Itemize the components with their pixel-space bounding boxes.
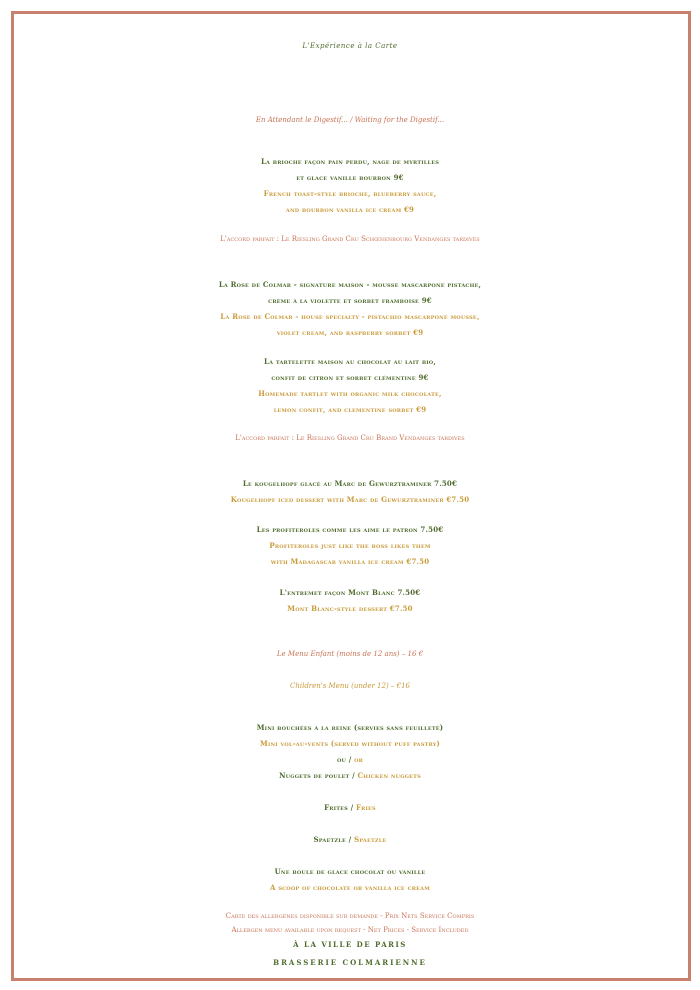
dessert-4-en: Kougelhopf iced dessert with Marc de Gewurztraminer €7.50 [230,495,470,504]
kids-fries-separator: / [347,803,356,812]
kids-nuggets-en: Chicken nuggets [357,771,421,780]
dessert-2-en-line-2: violet cream, and raspberry sorbet €9 [276,328,424,337]
kids-nuggets-fr: Nuggets de poulet [279,771,350,780]
kids-spaetzle-separator: / [345,835,355,844]
dessert-2-en-line-1: La Rose de Colmar - house specialty - pistachio mascarpone mousse, [220,312,480,321]
kids-fries-fr: Frites [324,803,348,812]
dessert-2-fr-line-2: crème à la violette et sorbet framboise 9€ [268,296,432,305]
kids-icecream-en: A scoop of chocolate or vanilla ice cream [270,883,430,892]
kids-or-en: or [354,755,364,764]
kids-fries-en: Fries [355,803,376,812]
dessert-5-fr: Les profiteroles comme les aime le patron 7.50€ [256,525,444,534]
wine-pairing-1: L'accord parfait : Le Riesling Grand Cru Schœnenbourg Vendanges tardives [220,235,480,243]
kids-spaetzle-fr: Spaetzle [313,835,346,844]
kids-nuggets-line [0,771,700,780]
wine-pairing-2: L'accord parfait : Le Riesling Grand Cru Brand Vendanges tardives [235,434,465,442]
kids-spaetzle-line [0,835,700,844]
dessert-5-en-line-1: Profiteroles just like the boss likes them [269,541,431,550]
kids-spaetzle-en: Spaetzle [354,835,387,844]
dessert-6-fr: L'entremet façon Mont Blanc 7.50€ [279,588,421,597]
kids-menu-heading-en: Children's Menu (under 12) – €16 [289,682,410,690]
dessert-6-en: Mont Blanc-style dessert €7.50 [287,604,413,613]
allergen-notice-en: Allergen menu available upon request - Net Prices - Service Included [231,926,469,934]
dessert-1-en-line-2: and bourbon vanilla ice cream €9 [285,205,415,214]
kids-main-en: Mini vol-au-vents (served without puff pastry) [260,739,440,748]
brand-logo-name: À LA VILLE DE PARIS [293,940,407,949]
page-title: L'Expérience à la Carte [302,42,398,50]
dessert-3-en-line-1: Homemade tartlet with organic milk chocolate, [258,389,442,398]
kids-or-fr: ou [336,755,347,764]
dessert-1-fr-line-1: La brioche façon pain perdu, nage de myrtilles [260,157,440,166]
allergen-notice-fr: Carte des allergènes disponible sur demande - Prix Nets Service Compris [225,912,475,920]
kids-fries-line [0,803,700,812]
dessert-1-fr-line-2: et glace vanille bourbon 9€ [296,173,404,182]
dessert-4-fr: Le kougelhopf glacé au Marc de Gewurztraminer 7.50€ [242,479,458,488]
dessert-3-fr-line-1: La tartelette maison au chocolat au lait bio, [263,357,436,366]
dessert-5-en-line-2: with Madagascar vanilla ice cream €7.50 [270,557,430,566]
desserts-heading: En Attendant le Digestif... / Waiting for the Digestif... [255,116,445,124]
kids-or-separator: / [346,755,355,764]
kids-icecream-fr: Une boule de glace chocolat ou vanille [274,867,426,876]
kids-nuggets-separator: / [349,771,358,780]
kids-main-fr: Mini bouchées à la reine (servies sans feuilleté) [256,723,444,732]
kids-or-line [0,755,700,764]
dessert-3-en-line-2: lemon confit, and clementine sorbet €9 [273,405,427,414]
kids-menu-heading-fr: Le Menu Enfant (moins de 12 ans) – 16 € [276,650,424,658]
dessert-1-en-line-1: French toast-style brioche, blueberry sauce, [263,189,437,198]
dessert-3-fr-line-2: confit de citron et sorbet clémentine 9€ [271,373,429,382]
dessert-2-fr-line-1: La Rose de Colmar - signature maison - mousse mascarpone pistache, [218,280,482,289]
brand-logo-subtitle: BRASSERIE COLMARIENNE [273,958,427,967]
